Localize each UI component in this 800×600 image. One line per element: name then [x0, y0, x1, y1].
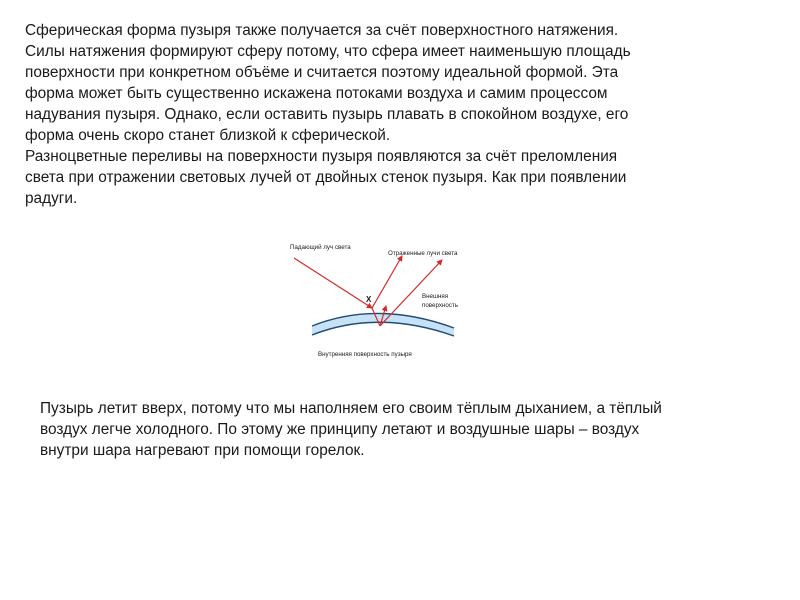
outer-surface-label: Внешняя	[422, 293, 449, 300]
paragraph-surface-tension	[25, 20, 745, 209]
reflected-ray-outer	[372, 256, 402, 308]
text-line: воздух легче холодного. По этому же принципу летают и воздушные шары – воздух	[40, 421, 640, 438]
incident-ray	[294, 258, 372, 308]
text-line: Пузырь летит вверх, потому что мы наполняем его своим тёплым дыханием, а тёплый	[40, 400, 662, 417]
text-line: света при отражении световых лучей от двойных стенок пузыря. Как при появлении	[25, 169, 627, 186]
text-line: внутри шара нагревают при помощи горелок.	[40, 442, 365, 459]
reflected-rays-label: Отраженные лучи света	[388, 250, 458, 257]
text-line: поверхности при конкретном объёме и считается поэтому идеальной формой. Эта	[25, 64, 619, 81]
text-line: форма может быть существенно искажена потоками воздуха и самим процессом	[25, 85, 608, 102]
light-reflection-diagram	[282, 236, 488, 366]
text-line: надувания пузыря. Однако, если оставить пузырь плавать в спокойном воздухе, его	[25, 106, 629, 123]
text-line: форма очень скоро станет близкой к сферической.	[25, 127, 391, 144]
incident-ray-label: Падающий луч света	[290, 244, 351, 251]
text-line: Силы натяжения формируют сферу потому, что сфера имеет наименьшую площадь	[25, 43, 631, 60]
outer-surface-label-2: поверхность	[422, 302, 458, 309]
point-x-label: X	[366, 295, 372, 304]
text-line: Сферическая форма пузыря также получается за счёт поверхностного натяжения.	[25, 22, 619, 39]
inner-surface-label: Внутренняя поверхность пузыря	[318, 351, 412, 358]
text-line: радуги.	[25, 190, 78, 207]
paragraph-bubble-rises	[40, 398, 760, 461]
text-line: Разноцветные переливы на поверхности пузыря появляются за счёт преломления	[25, 148, 618, 165]
